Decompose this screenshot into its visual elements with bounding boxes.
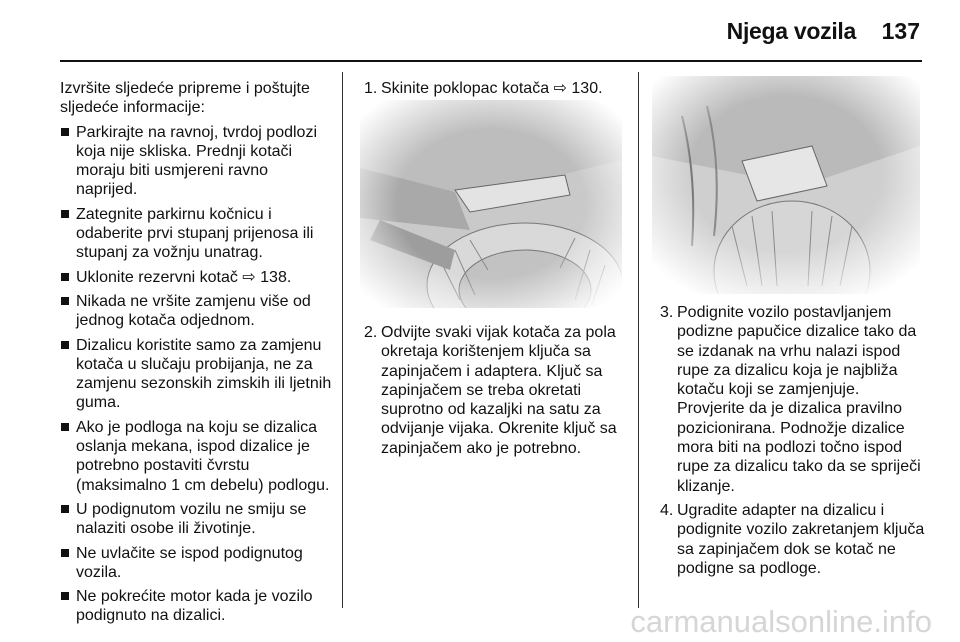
bullet-icon	[61, 210, 69, 218]
list-item: Ako je podloga na koju se dizalica oslanja mekana, ispod dizalice je potrebno postaviti čvrstu (maksimalno 1 cm debelu) podlogu.	[60, 418, 332, 495]
bullet-icon	[61, 297, 69, 305]
list-item: Zategnite parkirnu kočnicu i odaberite prvi stupanj prijenosa ili stupanj za vožnju unatrag.	[60, 205, 332, 263]
step-4: 4. Ugradite adapter na dizalicu i podignite vozilo zakretanjem ključa sa zapinjačem dok se kotač ne podigne sa podloge.	[660, 501, 925, 577]
bullet-icon	[61, 592, 69, 600]
step-1: 1. Skinite poklopac kotača ⇨ 130.	[364, 80, 603, 97]
bullet-icon	[61, 423, 69, 431]
list-item: Dizalicu koristite samo za zamjenu kotača u slučaju probijanja, ne za zamjenu sezonskih zimskih ili ljetnih guma.	[60, 336, 332, 413]
step-3: 3. Podignite vozilo postavljanjem podizne papučice dizalice tako da se izdanak na vrhu nalazi ispod rupe za dizalicu koja je najbliža kotaču koji se zamjenjuje.	[660, 304, 917, 399]
intro-text: Izvršite sljedeće pripreme i poštujte sljedeće informacije:	[60, 80, 310, 117]
wheel-cover-illustration	[360, 100, 622, 308]
step-3-note: Provjerite da je dizalica pravilno pozicionirana. Podnožje dizalice mora biti na podlozi točno ispod rupe za dizalicu tako da se spriječi klizanje.	[677, 400, 921, 495]
jack-position-illustration	[652, 76, 920, 294]
header-divider	[60, 60, 922, 62]
column-divider	[638, 72, 639, 608]
bullet-icon	[61, 128, 69, 136]
bullet-icon	[61, 273, 69, 281]
bullet-icon	[61, 549, 69, 557]
list-item: Ne pokrećite motor kada je vozilo podignuto na dizalici.	[60, 587, 332, 626]
left-column	[60, 79, 332, 626]
step-2: 2. Odvijte svaki vijak kotača za pola okretaja korištenjem ključa sa zapinjačem i adaptera. Ključ sa zapinjačem se treba okretati suprotno od kazaljki na satu za odvijanje vijaka. Okrenite ključ sa zapinjačem ako je potrebno.	[364, 324, 617, 457]
bullet-icon	[61, 341, 69, 349]
list-item: Parkirajte na ravnoj, tvrdoj podlozi koja nije skliska. Prednji kotači moraju biti usmjereni ravno naprijed.	[60, 123, 332, 200]
list-item: Ne uvlačite se ispod podignutog vozila.	[60, 544, 332, 583]
page-number: 137	[881, 18, 920, 44]
column-divider	[342, 72, 343, 608]
list-item: Uklonite rezervni kotač ⇨ 138.	[60, 268, 332, 287]
list-item: Nikada ne vršite zamjenu više od jednog kotača odjednom.	[60, 292, 332, 331]
precaution-list	[60, 123, 332, 626]
page-title: Njega vozila	[726, 18, 856, 44]
watermark: carmanualsonline.info	[630, 604, 932, 639]
list-item: U podignutom vozilu ne smiju se nalaziti osobe ili životinje.	[60, 500, 332, 539]
right-column	[660, 303, 926, 578]
bullet-icon	[61, 505, 69, 513]
